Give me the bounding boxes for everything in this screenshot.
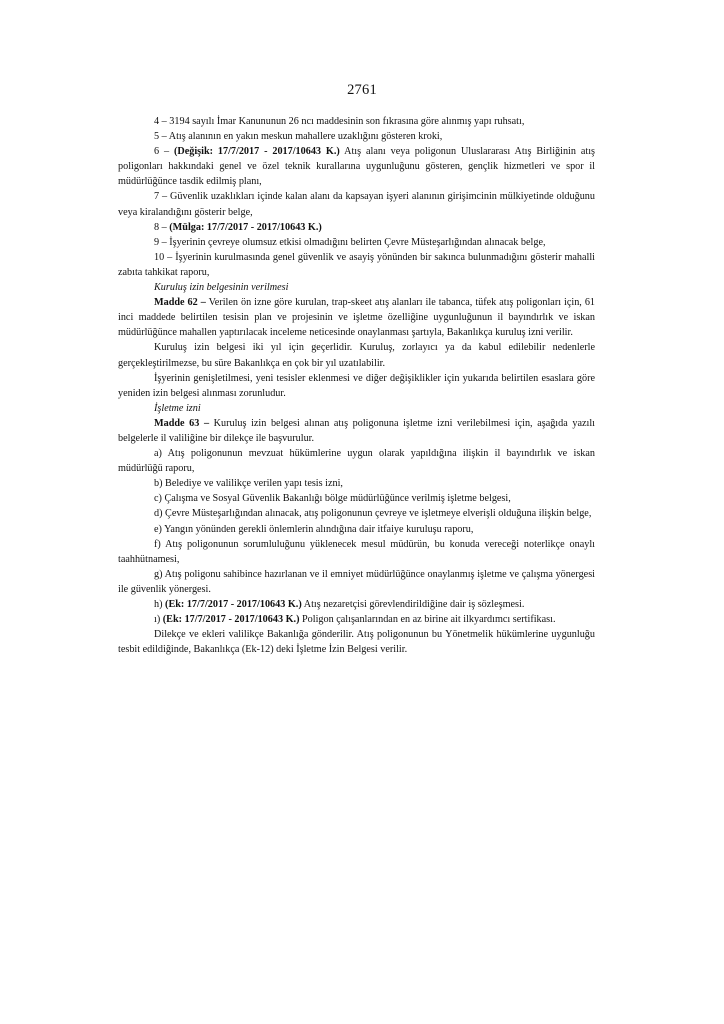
bold-reference: (Ek: 17/7/2017 - 2017/10643 K.) [162,614,300,626]
paragraph [118,295,595,340]
paragraph-text: a) Atış poligonunun mevzuat hükümlerine uygun olarak yapıldığına ilişkin il bayındırlık ve iskan müdürlüğü raporu, [118,448,595,475]
bold-reference: Madde 63 – [154,417,210,429]
page-number: 2761 [347,82,377,98]
paragraph [118,506,595,521]
paragraph-text: 7 – Güvenlik uzaklıkları içinde kalan alanı da kapsayan işyeri alanının girişimcinin mülkiyetinde olduğunu veya kiralandığını gösterir belge, [118,191,595,218]
paragraph-text: 9 – İşyerinin çevreye olumsuz etkisi olmadığını belirten Çevre Müsteşarlığından alınacak belge, [154,236,546,248]
paragraph [118,612,595,627]
paragraph [118,189,595,219]
paragraph-prefix: h) [154,599,166,610]
paragraph-text: 4 – 3194 sayılı İmar Kanununun 26 ncı maddesinin son fıkrasına göre alınmış yapı ruhsatı, [154,116,525,127]
paragraph-prefix: 6 – [154,146,174,158]
paragraph-text: g) Atış poligonu sahibince hazırlanan ve il emniyet müdürlüğünce onaylanmış işletme ve çalışma yönergesi ile güvenlik yönergesi. [118,568,595,595]
paragraph [118,220,595,235]
paragraph-prefix: ı) [154,614,163,626]
paragraph-text: Kuruluş izin belgesi alınan atış poligonuna işletme izni verilebilmesi için, aşağıda yazılı belgelerle il valiliğine bir dilekçe ile başvurulur. [118,417,595,444]
paragraph [118,114,595,129]
bold-reference: (Ek: 17/7/2017 - 2017/10643 K.) [165,599,302,610]
paragraph [118,567,595,597]
paragraph-text: Dilekçe ve ekleri valilikçe Bakanlığa gönderilir. Atış poligonunun bu Yönetmelik hükümlerine uygunluğu tesbit edildiğinde, Bakanlıkça (Ek-12) deki İşletme İzin Belgesi verilir. [118,629,595,656]
paragraph-prefix: 8 – [154,221,170,233]
paragraph-text: Atış nezaretçisi görevlendirildiğine dair iş sözleşmesi. [301,599,525,610]
paragraph-text: İşyerinin genişletilmesi, yeni tesisler eklenmesi ve diğer değişiklikler için yukarıda belirtilen esaslara göre yeniden izin belgesi alınması zorunludur. [118,372,595,399]
paragraph [118,627,595,657]
bold-reference: (Mülga: 17/7/2017 - 2017/10643 K.) [169,221,322,233]
paragraph-text: Kuruluş izin belgesi iki yıl için geçerlidir. Kuruluş, zorlayıcı ya da kabul edilebilir nedenlerle gerçekleştirilmezse, bu süre Bakanlıkça en çok bir yıl uzatılabilir. [118,342,595,369]
paragraph-text: d) Çevre Müsteşarlığından alınacak, atış poligonunun çevreye ve işletmeye elverişli olduğuna ilişkin belge, [154,508,592,520]
bold-reference: Madde 62 – [154,297,206,309]
paragraph [118,476,595,491]
paragraph [118,235,595,250]
paragraph [118,250,595,280]
document-body [118,114,595,657]
paragraph-text: 5 – Atış alanının en yakın meskun mahallere uzaklığını gösteren kroki, [154,131,443,143]
section-heading: İşletme izni [154,402,201,414]
paragraph [118,597,595,612]
paragraph [118,446,595,476]
paragraph [118,144,595,189]
paragraph [118,416,595,446]
paragraph [118,537,595,567]
paragraph-text: b) Belediye ve valilikçe verilen yapı tesis izni, [154,478,343,490]
paragraph [118,522,595,537]
bold-reference: (Değişik: 17/7/2017 - 2017/10643 K.) [173,146,340,158]
paragraph [118,340,595,370]
paragraph [118,371,595,401]
paragraph-text: Verilen ön izne göre kurulan, trap-skeet atış alanları ile tabanca, tüfek atış poligonları için, 61 inci maddede belirtilen tesisin plan ve projesinin ve işletme özelliğine uygunluğunun il bayındırlık ve iskan müdürlüğünce mahallen yaptırılacak inceleme neticesinde onaylanması şartıyla, Bakanlıkça kuruluş izni verilir. [118,297,596,339]
paragraph-text: c) Çalışma ve Sosyal Güvenlik Bakanlığı bölge müdürlüğünce verilmiş işletme belgesi, [154,493,511,505]
paragraph-text: f) Atış poligonunun sorumluluğunu yüklenecek mesul müdürün, bu konuda vereceği noterlikçe onaylı taahhütnamesi, [118,538,595,565]
paragraph-text: Poligon çalışanlarından en az birine ait ilkyardımcı sertifikası. [299,614,556,626]
paragraph-text: e) Yangın yönünden gerekli önlemlerin alındığına dair itfaiye kuruluşu raporu, [154,523,474,535]
paragraph [118,129,595,144]
section-heading: Kuruluş izin belgesinin verilmesi [154,282,289,294]
paragraph [118,491,595,506]
paragraph-text: Atış alanı veya poligonun Uluslararası Atış Birliğinin atış poligonları hakkındaki genel ve özel teknik kurallarına uygunluğunu gösteren, gençlik hizmetleri ve spor il müdürlüğünce tasdik edilmiş planı, [118,146,596,188]
paragraph-text: 10 – İşyerinin kurulmasında genel güvenlik ve asayiş yönünden bir sakınca bulunmadığını gösterir mahalli zabıta tahkikat raporu, [118,251,595,278]
